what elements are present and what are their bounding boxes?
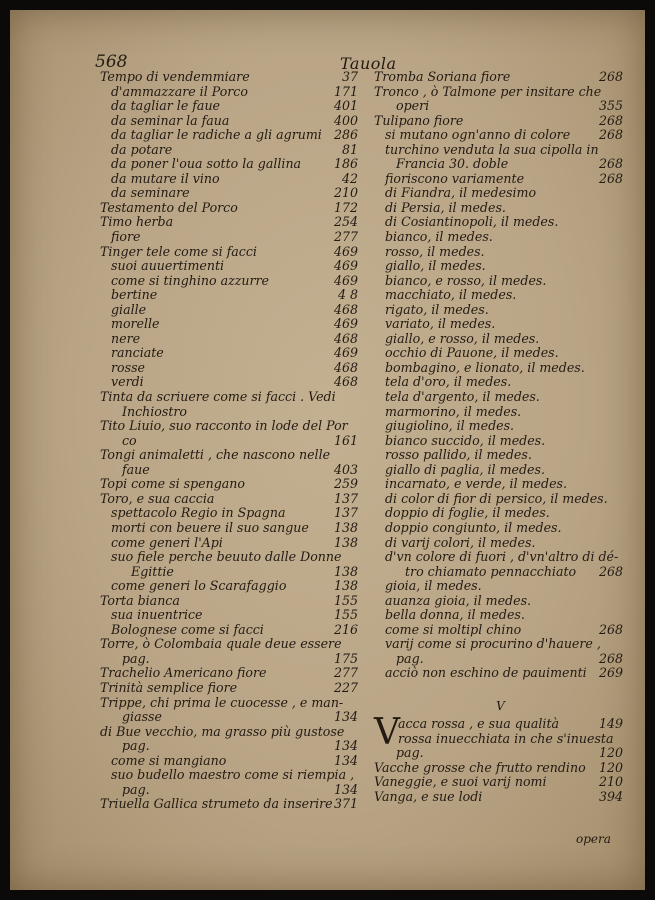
- entry-page-ref: 286: [333, 127, 358, 143]
- index-entry: [100, 666, 358, 681]
- index-entry: [100, 565, 358, 580]
- index-entry: [100, 375, 358, 390]
- index-entry: [100, 754, 358, 769]
- entry-page-ref: 172: [333, 199, 358, 215]
- entry-page-ref: 138: [333, 534, 358, 550]
- index-entry: [374, 434, 627, 449]
- entry-text: bianco, il medes.: [385, 229, 493, 245]
- index-entry: [374, 594, 627, 609]
- index-entry: [374, 565, 627, 580]
- entry-text: Francia 30. doble: [396, 156, 509, 172]
- index-entries-t: [374, 70, 627, 681]
- entry-page-ref: 155: [333, 607, 358, 623]
- entry-text: da seminar la faua: [111, 112, 230, 128]
- entry-text: pag.: [122, 738, 150, 754]
- entry-text: morti con beuere il suo sangue: [111, 519, 309, 535]
- index-entry: [100, 215, 358, 230]
- entry-text: Trinità semplice fiore: [100, 679, 238, 695]
- entry-page-ref: 137: [333, 490, 358, 506]
- index-entry: [374, 608, 627, 623]
- index-entry: [374, 550, 627, 565]
- index-entry: [100, 681, 358, 696]
- entry-text: doppio congiunto, il medes.: [385, 519, 562, 535]
- page-number: 568: [95, 52, 128, 72]
- index-entry: [100, 768, 358, 783]
- index-entry: [100, 288, 358, 303]
- entry-text: Topi come si spengano: [100, 476, 245, 492]
- index-entry: [374, 775, 627, 790]
- entry-page-ref: 134: [333, 709, 358, 725]
- entry-text: di Bue vecchio, ma grasso più gustose: [100, 723, 345, 739]
- index-entry: [100, 346, 358, 361]
- entry-page-ref: 469: [333, 272, 358, 288]
- entry-page-ref: 469: [333, 345, 358, 361]
- entry-page-ref: 137: [333, 505, 358, 521]
- index-entry: [100, 448, 358, 463]
- entry-page-ref: 155: [333, 592, 358, 608]
- entry-text: turchino venduta la sua cipolla in: [385, 141, 599, 157]
- entry-text: di Fiandra, il medesimo: [385, 185, 537, 201]
- entry-text: verdi: [111, 374, 144, 390]
- entry-text: Tempo di vendemmiare: [100, 69, 250, 84]
- index-entry: [100, 332, 358, 347]
- index-entry: [374, 99, 627, 114]
- entry-text: di varij colori, il medes.: [385, 534, 536, 550]
- entry-text: Testamento del Porco: [100, 199, 238, 215]
- index-entry: [100, 128, 358, 143]
- entry-page-ref: 268: [598, 650, 623, 666]
- index-entry: [100, 797, 358, 812]
- index-entry: [374, 128, 627, 143]
- entry-text: marmorino, il medes.: [385, 403, 522, 419]
- entry-text: Tito Liuio, suo racconto in lode del Por: [100, 418, 348, 434]
- index-entry: [374, 419, 627, 434]
- entry-text: Tongi animaletti , che nascono nelle: [100, 447, 331, 463]
- entry-page-ref: 216: [333, 621, 358, 637]
- entry-text: macchiato, il medes.: [385, 287, 517, 303]
- entry-text: Toro, e sua caccia: [100, 490, 215, 506]
- entry-page-ref: 120: [598, 745, 623, 761]
- index-entry: [374, 521, 627, 536]
- index-entry: [374, 215, 627, 230]
- index-entry: [374, 85, 627, 100]
- index-entry: [374, 390, 627, 405]
- index-column-left: [100, 70, 358, 812]
- entry-page-ref: 468: [333, 330, 358, 346]
- entry-page-ref: 401: [333, 98, 358, 114]
- entry-page-ref: 134: [333, 781, 358, 797]
- entry-page-ref: 37: [341, 69, 358, 84]
- index-entry: [374, 346, 627, 361]
- index-entries-v: [374, 711, 627, 804]
- entry-text: pag.: [396, 650, 424, 666]
- entry-text: Tromba Soriana fiore: [374, 69, 511, 84]
- index-entry: [100, 463, 358, 478]
- entry-text: suo budello maestro come si riempia ,: [111, 767, 355, 783]
- entry-page-ref: 268: [598, 112, 623, 128]
- index-entry: [374, 259, 627, 274]
- index-entry: [374, 579, 627, 594]
- entry-page-ref: 138: [333, 519, 358, 535]
- entry-text: gioia, il medes.: [385, 578, 482, 594]
- entry-page-ref: 268: [598, 156, 623, 172]
- entry-page-ref: 175: [333, 650, 358, 666]
- entry-text: da poner l'oua sotto la gallina: [111, 156, 302, 172]
- index-entry: [374, 652, 627, 667]
- entry-text: di color di fior di persico, il medes.: [385, 490, 608, 506]
- index-entry: [100, 739, 358, 754]
- entry-page-ref: 468: [333, 359, 358, 375]
- entry-text: di Cosiantinopoli, il medes.: [385, 214, 559, 230]
- entry-text: auanza gioia, il medes.: [385, 592, 532, 608]
- entry-text: pag.: [122, 781, 150, 797]
- index-entry: [374, 732, 627, 747]
- entry-text: Torre, ò Colombaia quale deue essere: [100, 636, 342, 652]
- index-entry: [374, 114, 627, 129]
- index-entry: [374, 245, 627, 260]
- entry-page-ref: 268: [598, 170, 623, 186]
- index-entry: [374, 143, 627, 158]
- entry-text: acca rossa , e sua qualità: [398, 715, 560, 731]
- entry-text: rosso pallido, il medes.: [385, 447, 532, 463]
- entry-page-ref: 120: [598, 759, 623, 775]
- entry-text: Vanga, e sue lodi: [374, 788, 483, 804]
- entry-text: incarnato, e verde, il medes.: [385, 476, 567, 492]
- entry-page-ref: 4 8: [337, 287, 358, 303]
- drop-cap-v: V: [374, 711, 400, 753]
- entry-text: Timo herba: [100, 214, 174, 230]
- entry-text: fiore: [111, 229, 141, 245]
- index-entry: [100, 506, 358, 521]
- index-entry: [374, 790, 627, 805]
- entry-text: rosse: [111, 359, 145, 375]
- entry-page-ref: 268: [598, 127, 623, 143]
- entry-text: operi: [396, 98, 430, 114]
- index-entry: [374, 405, 627, 420]
- entry-text: pag.: [396, 745, 424, 761]
- entry-page-ref: 394: [598, 788, 623, 804]
- entry-text: suo fiele perche beuuto dalle Donne: [111, 549, 342, 565]
- index-entry: [374, 332, 627, 347]
- index-entry: [100, 230, 358, 245]
- entry-page-ref: 268: [598, 621, 623, 637]
- entry-text: ranciate: [111, 345, 164, 361]
- entry-page-ref: 468: [333, 374, 358, 390]
- entry-page-ref: 134: [333, 738, 358, 754]
- index-entry: [100, 623, 358, 638]
- entry-text: giallo, il medes.: [385, 258, 486, 274]
- entry-text: Vacche grosse che frutto rendino: [374, 759, 586, 775]
- index-entry: [100, 652, 358, 667]
- entry-text: Triuella Gallica strumeto da inserire: [100, 796, 333, 812]
- entry-page-ref: 161: [333, 432, 358, 448]
- entry-text: Tulipano fiore: [374, 112, 464, 128]
- entry-page-ref: 254: [333, 214, 358, 230]
- index-entry: [374, 361, 627, 376]
- entry-page-ref: 42: [341, 170, 358, 186]
- index-entry: [374, 623, 627, 638]
- index-entry: [100, 186, 358, 201]
- entry-text: da tagliar le radiche a gli agrumi: [111, 127, 322, 143]
- entry-page-ref: 469: [333, 243, 358, 259]
- index-entry: [100, 608, 358, 623]
- entry-page-ref: 259: [333, 476, 358, 492]
- index-entry: [100, 303, 358, 318]
- entry-text: doppio di foglie, il medes.: [385, 505, 550, 521]
- entry-page-ref: 469: [333, 316, 358, 332]
- entry-text: tela d'argento, il medes.: [385, 389, 540, 405]
- entry-text: giugiolino, il medes.: [385, 418, 515, 434]
- entry-page-ref: 469: [333, 258, 358, 274]
- index-entry: [100, 710, 358, 725]
- index-entry: [374, 761, 627, 776]
- index-entry: [100, 201, 358, 216]
- index-entry: [100, 99, 358, 114]
- entry-page-ref: 171: [333, 83, 358, 99]
- entry-text: bertine: [111, 287, 158, 303]
- entry-page-ref: 227: [333, 679, 358, 695]
- entry-text: da tagliar le faue: [111, 98, 221, 114]
- index-entry: [100, 317, 358, 332]
- entry-text: come generi l'Api: [111, 534, 223, 550]
- entry-text: acciò non eschino de pauimenti: [385, 665, 587, 681]
- entry-text: come si tinghino azzurre: [111, 272, 270, 288]
- entry-text: come si mangiano: [111, 752, 227, 768]
- index-entry: [374, 230, 627, 245]
- index-entry: [100, 521, 358, 536]
- running-head: Tauola: [340, 54, 397, 73]
- entry-text: si mutano ogn'anno di colore: [385, 127, 571, 143]
- entry-text: d'vn colore di fuori , d'vn'altro di dé-: [385, 549, 619, 565]
- index-entry: [100, 536, 358, 551]
- entry-text: variato, il medes.: [385, 316, 496, 332]
- index-entry: [374, 274, 627, 289]
- index-entry: [374, 492, 627, 507]
- index-entry: [374, 536, 627, 551]
- index-entry: [374, 375, 627, 390]
- entry-text: Trachelio Americano fiore: [100, 665, 267, 681]
- entry-text: d'ammazzare il Porco: [111, 83, 248, 99]
- entry-page-ref: 355: [598, 98, 623, 114]
- entry-text: Tinger tele come si facci: [100, 243, 257, 259]
- entry-page-ref: 138: [333, 563, 358, 579]
- entry-text: fioriscono variamente: [385, 170, 525, 186]
- index-entry: [374, 201, 627, 216]
- index-entry: [374, 463, 627, 478]
- index-entry: [374, 70, 627, 85]
- index-entry: [100, 172, 358, 187]
- entry-text: come si moltipl chino: [385, 621, 522, 637]
- entry-page-ref: 210: [333, 185, 358, 201]
- entry-text: suoi auuertimenti: [111, 258, 225, 274]
- index-entry: [100, 579, 358, 594]
- entry-page-ref: 134: [333, 752, 358, 768]
- entry-page-ref: 277: [333, 665, 358, 681]
- index-entry: [100, 725, 358, 740]
- index-entry: [374, 186, 627, 201]
- entry-text: spettacolo Regio in Spagna: [111, 505, 286, 521]
- index-entry: [374, 288, 627, 303]
- entry-page-ref: 186: [333, 156, 358, 172]
- entry-text: Inchiostro: [122, 403, 187, 419]
- index-entry: [374, 717, 627, 732]
- index-entry: [100, 114, 358, 129]
- index-entry: [100, 434, 358, 449]
- entry-text: Egittie: [131, 563, 174, 579]
- index-entry: [374, 666, 627, 681]
- entry-text: da seminare: [111, 185, 190, 201]
- entry-page-ref: 269: [598, 665, 623, 681]
- index-entry: [100, 696, 358, 711]
- entry-text: bianco, e rosso, il medes.: [385, 272, 547, 288]
- entry-text: rossa inuecchiata in che s'inuesta: [398, 730, 614, 746]
- catchword: opera: [576, 832, 611, 846]
- entry-page-ref: 149: [598, 715, 623, 731]
- index-entry: [374, 317, 627, 332]
- entry-text: di Persia, il medes.: [385, 199, 506, 215]
- entry-page-ref: 371: [333, 796, 358, 812]
- entry-page-ref: 268: [598, 69, 623, 84]
- index-entry: [100, 85, 358, 100]
- index-entry: [374, 477, 627, 492]
- entry-text: giallo di paglia, il medes.: [385, 461, 545, 477]
- book-page: [10, 10, 645, 890]
- entry-text: rigato, il medes.: [385, 301, 489, 317]
- entry-text: da mutare il vino: [111, 170, 220, 186]
- entry-text: giallo, e rosso, il medes.: [385, 330, 540, 346]
- index-entry: [100, 245, 358, 260]
- index-entry: [374, 157, 627, 172]
- index-entry: [374, 746, 627, 761]
- index-entry: [100, 274, 358, 289]
- index-entry: [100, 550, 358, 565]
- index-entry: [100, 157, 358, 172]
- index-entry: [100, 143, 358, 158]
- index-entry: [100, 492, 358, 507]
- entry-text: giasse: [122, 709, 162, 725]
- entry-page-ref: 400: [333, 112, 358, 128]
- index-entry: [100, 477, 358, 492]
- entry-text: Trippe, chi prima le cuocesse , e man-: [100, 694, 344, 710]
- index-entry: [100, 405, 358, 420]
- entry-text: tela d'oro, il medes.: [385, 374, 512, 390]
- index-entry: [100, 259, 358, 274]
- entry-text: Vaneggie, e suoi varij nomi: [374, 774, 547, 790]
- index-column-right: [374, 70, 627, 804]
- entry-text: gialle: [111, 301, 147, 317]
- index-entry: [100, 594, 358, 609]
- index-entry: [374, 637, 627, 652]
- index-entry: [374, 303, 627, 318]
- index-entry: [100, 637, 358, 652]
- entry-page-ref: 277: [333, 229, 358, 245]
- entry-text: Bolognese come si facci: [111, 621, 264, 637]
- entry-text: bombagino, e lionato, il medes.: [385, 359, 585, 375]
- index-entry: [100, 419, 358, 434]
- entry-page-ref: 81: [341, 141, 358, 157]
- index-entry: [100, 70, 358, 85]
- entry-text: rosso, il medes.: [385, 243, 485, 259]
- entry-page-ref: 268: [598, 563, 623, 579]
- entry-text: Tinta da scriuere come si facci . Vedi: [100, 389, 336, 405]
- entry-text: pag.: [122, 650, 150, 666]
- section-heading-v: V: [496, 698, 505, 713]
- entry-page-ref: 403: [333, 461, 358, 477]
- index-entry: [100, 361, 358, 376]
- entry-text: faue: [122, 461, 150, 477]
- entry-text: Tronco , ò Talmone per insitare che: [374, 83, 602, 99]
- entry-text: tro chiamato pennacchiato: [405, 563, 577, 579]
- entry-page-ref: 468: [333, 301, 358, 317]
- entry-text: bianco succido, il medes.: [385, 432, 546, 448]
- entry-page-ref: 138: [333, 578, 358, 594]
- index-entry: [374, 448, 627, 463]
- entry-text: morelle: [111, 316, 160, 332]
- index-entry: [100, 783, 358, 798]
- index-entry: [374, 506, 627, 521]
- entry-text: co: [122, 432, 137, 448]
- index-entry: [374, 172, 627, 187]
- entry-text: da potare: [111, 141, 173, 157]
- entry-text: nere: [111, 330, 141, 346]
- index-entry: [100, 390, 358, 405]
- entry-text: Torta bianca: [100, 592, 180, 608]
- entry-text: occhio di Pauone, il medes.: [385, 345, 559, 361]
- entry-text: varij come si procurino d'hauere ,: [385, 636, 601, 652]
- entry-page-ref: 210: [598, 774, 623, 790]
- entry-text: come generi lo Scarafaggio: [111, 578, 287, 594]
- entry-text: sua inuentrice: [111, 607, 203, 623]
- entry-text: bella donna, il medes.: [385, 607, 525, 623]
